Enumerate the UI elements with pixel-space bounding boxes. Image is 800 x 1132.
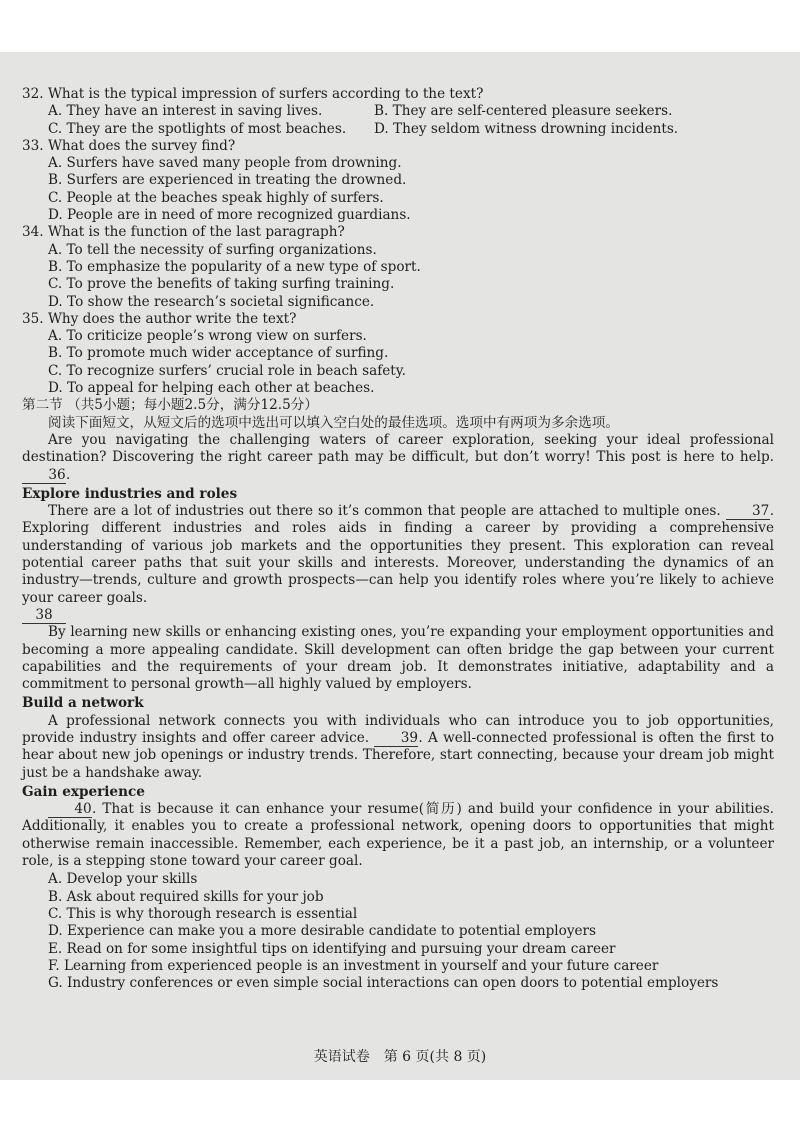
answer-choices <box>22 871 774 992</box>
choice-a: A. Develop your skills <box>48 871 198 888</box>
option-b: B. To promote much wider acceptance of surfing. <box>48 345 389 362</box>
question-32 <box>22 86 774 138</box>
option-b: B. To emphasize the popularity of a new type of sport. <box>48 258 421 275</box>
paragraph-text: There are a lot of industries out there so it’s common that people are attached to multiple ones. <box>48 503 721 520</box>
paragraph-text: A professional network connects you with individuals who can introduce you to job opportunities, provide industry insights and offer career advice. <box>22 712 774 746</box>
paragraph-network <box>22 713 774 782</box>
question-stem: 35. Why does the author write the text? <box>22 310 297 327</box>
exam-page <box>0 52 800 1080</box>
question-stem: 34. What is the function of the last paragraph? <box>22 224 345 241</box>
paragraph-skills: By learning new skills or enhancing existing ones, you’re expanding your employment opportunities and becoming a more appealing candidate. Skill development can often bridge the gap between your current capabilities and the requirements of your dream job. It demonstrates initiative, adaptability and a commitment to personal growth—all highly valued by employers. <box>22 624 774 693</box>
option-d: D. They seldom witness drowning incidents. <box>374 120 679 137</box>
option-d: D. People are in need of more recognized guardians. <box>48 207 411 224</box>
option-a: A. To criticize people’s wrong view on surfers. <box>48 328 367 345</box>
question-33 <box>22 138 774 224</box>
blank-39: 39 <box>374 731 418 747</box>
question-35 <box>22 311 774 397</box>
page-content <box>22 86 774 992</box>
blank-40: 40 <box>48 802 92 818</box>
choice-f: F. Learning from experienced people is an investment in yourself and your future career <box>48 957 659 974</box>
question-34 <box>22 224 774 310</box>
blank-38-line <box>22 607 774 624</box>
section-title: 第二节 （共5小题；每小题2.5分，满分12.5分） <box>22 397 318 414</box>
question-stem: 33. What does the survey find? <box>22 137 236 154</box>
paragraph-text: . That is because it can enhance your resume(简历) and build your confidence in your abilities. Additionally, it enables you to create a professional network, opening doors to opportunities that might otherwise remain inaccessible. Remember, each experience, be it a past job, an internship, or a volunteer role, is a stepping stone toward your career goal. <box>22 801 774 870</box>
option-c: C. They are the spotlights of most beaches. <box>48 120 347 137</box>
option-d: D. To appeal for helping each other at beaches. <box>48 380 375 397</box>
option-a: A. They have an interest in saving lives. <box>48 103 323 120</box>
option-a: A. To tell the necessity of surfing organizations. <box>48 241 377 258</box>
option-c: C. To recognize surfers’ crucial role in beach safety. <box>48 362 406 379</box>
option-c: C. To prove the benefits of taking surfing training. <box>48 276 395 293</box>
option-row <box>48 103 774 120</box>
option-b: B. Surfers are experienced in treating the drowned. <box>48 172 407 189</box>
heading-experience: Gain experience <box>22 783 145 800</box>
question-stem: 32. What is the typical impression of surfers according to the text? <box>22 86 484 102</box>
section-directions: 阅读下面短文，从短文后的选项中选出可以填入空白处的最佳选项。选项中有两项为多余选项。 <box>48 414 619 431</box>
blank-36: 36 <box>22 468 66 484</box>
option-c: C. People at the beaches speak highly of surfers. <box>48 189 384 206</box>
option-d: D. To show the research’s societal significance. <box>48 293 375 310</box>
passage-intro: Are you navigating the challenging waters of career exploration, seeking your ideal professional destination? Discovering the right career path may be difficult, but don’t worry! This post is here to help. 36. <box>22 431 774 483</box>
blank-37: 37 <box>726 504 770 520</box>
blank-38: 38 <box>22 608 66 624</box>
paragraph-text: . A well-connected professional is often the first to hear about new job openings or industry trends. Therefore, start connecting, because your dream job might just be a handshake away. <box>22 729 774 781</box>
choice-e: E. Read on for some insightful tips on identifying and pursuing your dream career <box>48 940 616 957</box>
choice-b: B. Ask about required skills for your job <box>48 888 324 905</box>
option-b: B. They are self-centered pleasure seekers. <box>374 103 673 120</box>
heading-explore: Explore industries and roles <box>22 485 238 502</box>
page-footer: 英语试卷 第 6 页(共 8 页) <box>313 1049 487 1065</box>
choice-d: D. Experience can make you a more desirable candidate to potential employers <box>48 923 597 940</box>
heading-network: Build a network <box>22 695 144 712</box>
paragraph-explore <box>22 503 774 607</box>
paragraph-text: . Exploring different industries and roles aids in finding a career by providing a comprehensive understanding of various job markets and the opportunities they present. This exploration can reveal potential career paths that suit your skills and interests. Moreover, understanding the dynamics of an industry—trends, culture and growth prospects—can help you identify roles where you’re likely to achieve your career goals. <box>22 503 775 606</box>
option-a: A. Surfers have saved many people from drowning. <box>48 155 402 172</box>
paragraph-experience <box>22 801 774 870</box>
choice-c: C. This is why thorough research is essential <box>48 905 358 922</box>
paragraph-text: Are you navigating the challenging waters of career exploration, seeking your ideal professional destination? Discovering the right career path may be difficult, but don’t worry! This post is here to help. <box>22 431 774 466</box>
choice-g: G. Industry conferences or even simple social interactions can open doors to potential employers <box>48 975 719 992</box>
option-row <box>48 121 774 138</box>
